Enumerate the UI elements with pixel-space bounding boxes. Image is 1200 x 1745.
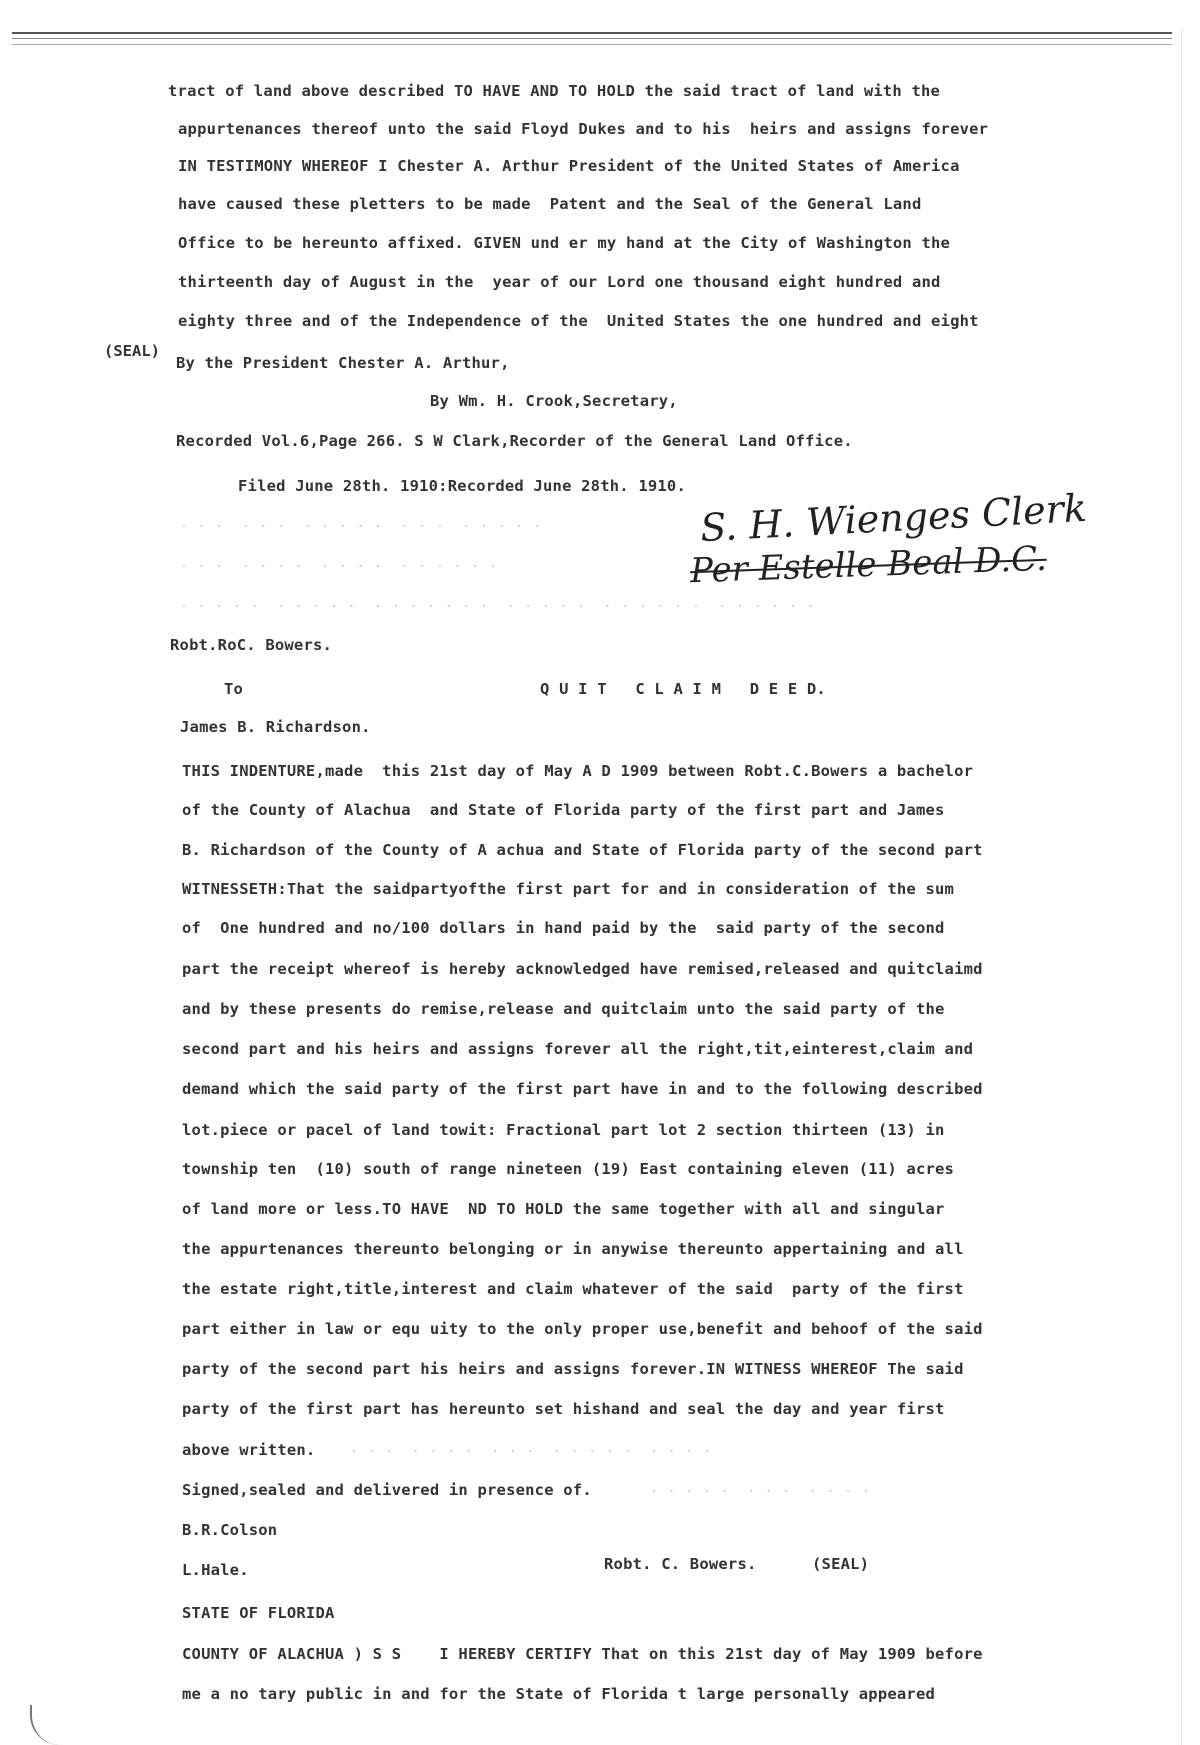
text-line: Office to be hereunto affixed. GIVEN und er my hand at the City of Washington the (178, 234, 951, 252)
witness-name: L.Hale. (182, 1561, 249, 1579)
text-line: of land more or less.TO HAVE ND TO HOLD the same together with all and singular (182, 1200, 945, 1218)
text-line: part either in law or equ uity to the only proper use,benefit and behoof of the said (182, 1320, 983, 1338)
text-line: have caused these pletters to be made Patent and the Seal of the General Land (178, 195, 922, 213)
text-line: appurtenances thereof unto the said Floyd Dukes and to his heirs and assigns forever (178, 120, 989, 138)
bleed-through-text: . . . . . . . . . . . . . . . . . . . (180, 516, 542, 531)
text-line: Filed June 28th. 1910:Recorded June 28th. 1910. (238, 477, 686, 495)
bleed-through-text: . . . . . . . . . . . . . . . . . (180, 556, 498, 571)
text-line: lot.piece or pacel of land towit: Fractional part lot 2 section thirteen (13) in (182, 1121, 945, 1139)
page-top-rule-inner (12, 44, 1172, 45)
text-line: Recorded Vol.6,Page 266. S W Clark,Recorder of the General Land Office. (176, 432, 853, 450)
text-line: thirteenth day of August in the year of our Lord one thousand eight hundred and (178, 273, 941, 291)
text-line: of One hundred and no/100 dollars in hand paid by the said party of the second (182, 919, 945, 937)
text-line: township ten (10) south of range nineteen (19) East containing eleven (11) acres (182, 1160, 955, 1178)
page-corner-curve (30, 1705, 72, 1745)
text-line: Signed,sealed and delivered in presence of. (182, 1481, 592, 1499)
text-line: the estate right,title,interest and claim whatever of the said party of the first (182, 1280, 964, 1298)
deed-title: Q U I T C L A I M D E E D. (540, 680, 826, 698)
text-line: party of the second part his heirs and assigns forever.IN WITNESS WHEREOF The said (182, 1360, 964, 1378)
grantee-header: James B. Richardson. (180, 718, 371, 736)
text-line: and by these presents do remise,release and quitclaim unto the said party of the (182, 1000, 945, 1018)
to-label: To (224, 680, 244, 698)
bleed-through-text: . . . . . . . . . . . . . . . . . . . . . . . . . . . . . . . . . . (180, 596, 816, 611)
deputy-clerk-signature: Per Estelle Beal D.C. (689, 538, 1048, 592)
text-line: demand which the said party of the first part have in and to the following described (182, 1080, 983, 1098)
text-line: second part and his heirs and assigns forever all the right,tit,einterest,claim and (182, 1040, 974, 1058)
text-line: B. Richardson of the County of A achua and State of Florida party of the second part (182, 841, 983, 859)
text-line: eighty three and of the Independence of the United States the one hundred and eight (178, 312, 979, 330)
text-line: above written. (182, 1441, 316, 1459)
text-line: party of the first part has hereunto set hishand and seal the day and year first (182, 1400, 945, 1418)
seal-margin-label: (SEAL) (104, 342, 160, 360)
text-line: of the County of Alachua and State of Florida party of the first part and James (182, 801, 945, 819)
bleed-through-text: . . . . . . . . . . . . (650, 1481, 871, 1496)
grantor-seal: (SEAL) (812, 1555, 870, 1573)
text-line: By Wm. H. Crook,Secretary, (430, 392, 678, 410)
text-line: THIS INDENTURE,made this 21st day of May A D 1909 between Robt.C.Bowers a bachelor (182, 762, 974, 780)
text-line: COUNTY OF ALACHUA ) S S I HEREBY CERTIFY That on this 21st day of May 1909 before (182, 1645, 983, 1663)
page-right-rule (1181, 30, 1182, 1745)
grantor-signature: Robt. C. Bowers. (604, 1555, 757, 1573)
text-line: part the receipt whereof is hereby acknowledged have remised,released and quitclaimd (182, 960, 983, 978)
text-line: STATE OF FLORIDA (182, 1604, 335, 1622)
text-line: By the President Chester A. Arthur, (176, 354, 510, 372)
text-line: tract of land above described TO HAVE AND TO HOLD the said tract of land with the (168, 82, 941, 100)
text-line: WITNESSETH:That the saidpartyofthe first part for and in consideration of the sum (182, 880, 955, 898)
text-line: IN TESTIMONY WHEREOF I Chester A. Arthur President of the United States of America (178, 157, 960, 175)
grantor-header: Robt.RoC. Bowers. (170, 636, 333, 654)
text-line: the appurtenances thereunto belonging or in anywise thereunto appertaining and all (182, 1240, 964, 1258)
bleed-through-text: . . . . . . . . . . . . . . . . . . . (350, 1441, 712, 1456)
clerk-signature: S. H. Wienges Clerk (699, 485, 1088, 551)
text-line: me a no tary public in and for the State of Florida t large personally appeared (182, 1685, 936, 1703)
page-top-rule (12, 32, 1172, 39)
witness-name: B.R.Colson (182, 1521, 278, 1539)
